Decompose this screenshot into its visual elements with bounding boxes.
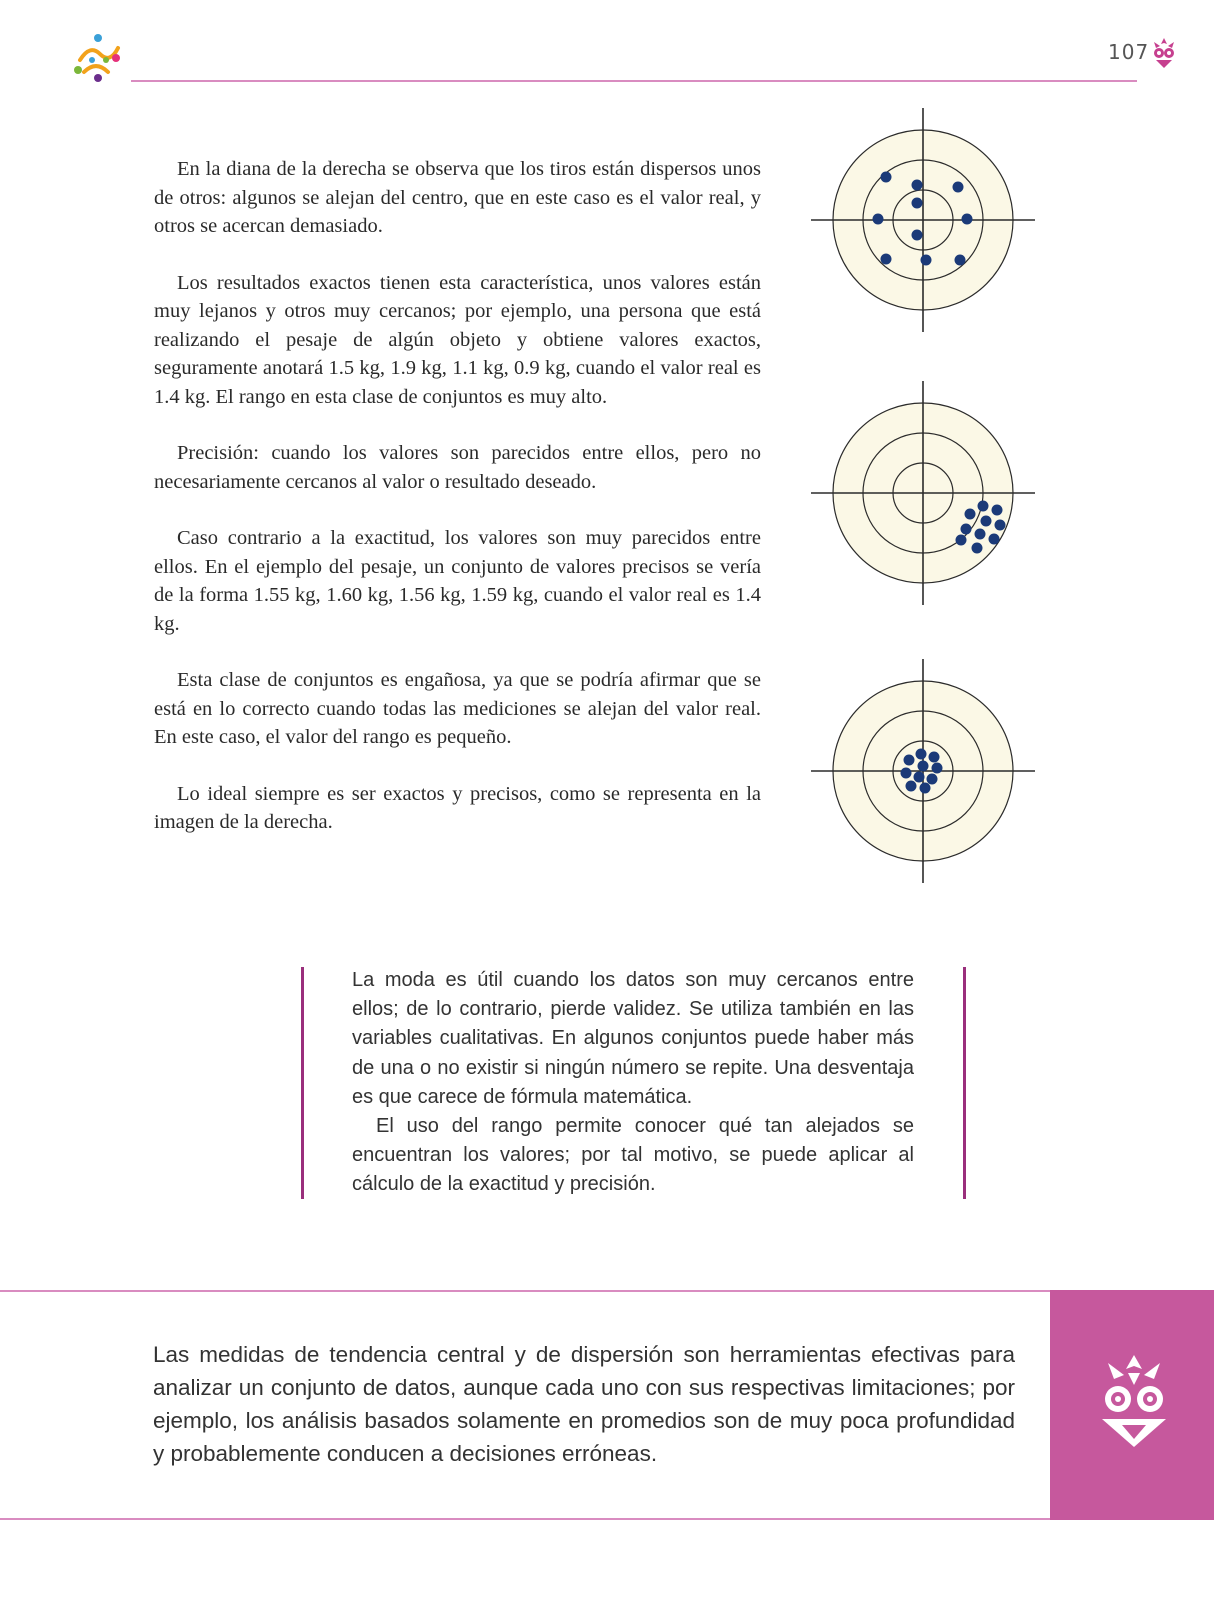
main-text-column [154,155,761,865]
paragraph-caso-contrario: Caso contrario a la exactitud, los valores son muy parecidos entre ellos. En el ejemplo del pesaje, un conjunto de valores precisos se vería de la forma 1.55 kg, 1.60 kg, 1.56 kg, 1.59 kg, cuando el valor real es 1.4 kg. [154,527,761,635]
paragraph-precision-definicion: Precisión: cuando los valores son parecidos entre ellos, pero no necesariamente cercanos al valor o resultado deseado. [154,442,761,493]
pink-floral-ornament-icon [1150,38,1178,68]
clustered-center-shots-target-icon [808,656,1038,886]
paragraph-lo-ideal: Lo ideal siempre es ser exactos y precisos, como se representa en la imagen de la derecha. [154,782,761,833]
note-left-bar [301,967,304,1199]
note-right-bar [963,967,966,1199]
colorful-dots-logo-icon [70,30,126,86]
white-floral-emblem-icon [1098,1355,1170,1447]
summary-text: Las medidas de tendencia central y de dispersión son herramientas efectivas para analizar un conjunto de datos, aunque cada uno con sus respectivas limitaciones; por ejemplo, los análisis basados solamente en promedios son de muy poca profundidad y probablemente conducen a decisiones erróneas. [153,1342,1015,1466]
header-rule [131,80,1137,82]
note-paragraph-moda: La moda es útil cuando los datos son muy cercanos entre ellos; de lo contrario, pierde validez. Se utiliza también en las variables cualitativas. En algunos conjuntos puede haber más de una o no existir si ningún número se repite. Una desventaja es que carece de fórmula matemática. [352,969,914,1108]
paragraph-diana-dispersa: En la diana de la derecha se observa que los tiros están dispersos unos de otros: algunos se alejan del centro, que en este caso es el valor real, y otros se acercan demasiado. [154,158,761,237]
note-box [352,966,914,1200]
paragraph-conjuntos-enganosos: Esta clase de conjuntos es engañosa, ya que se podría afirmar que se está en lo correcto cuando todas las mediciones se alejan del valor real. En este caso, el valor del rango es pequeño. [154,669,761,748]
scattered-shots-target-icon [808,105,1038,335]
summary-bottom-rule [0,1518,1050,1520]
summary-top-rule [0,1290,1050,1292]
paragraph-resultados-exactos: Los resultados exactos tienen esta característica, unos valores están muy lejanos y otros muy cercanos; por ejemplo, una persona que está realizando el pesaje de algún objeto y obtiene valores exactos, seguramente anotará 1.5 kg, 1.9 kg, 1.1 kg, 0.9 kg, cuando el valor real es 1.4 kg. El rango en esta clase de conjuntos es muy alto. [154,271,761,408]
note-paragraph-rango: El uso del rango permite conocer qué tan alejados se encuentran los valores; por tal motivo, se puede aplicar al cálculo de la exactitud y precisión. [352,1115,914,1196]
clustered-offcenter-shots-target-icon [808,378,1038,608]
page-number: 107 [1108,40,1150,64]
